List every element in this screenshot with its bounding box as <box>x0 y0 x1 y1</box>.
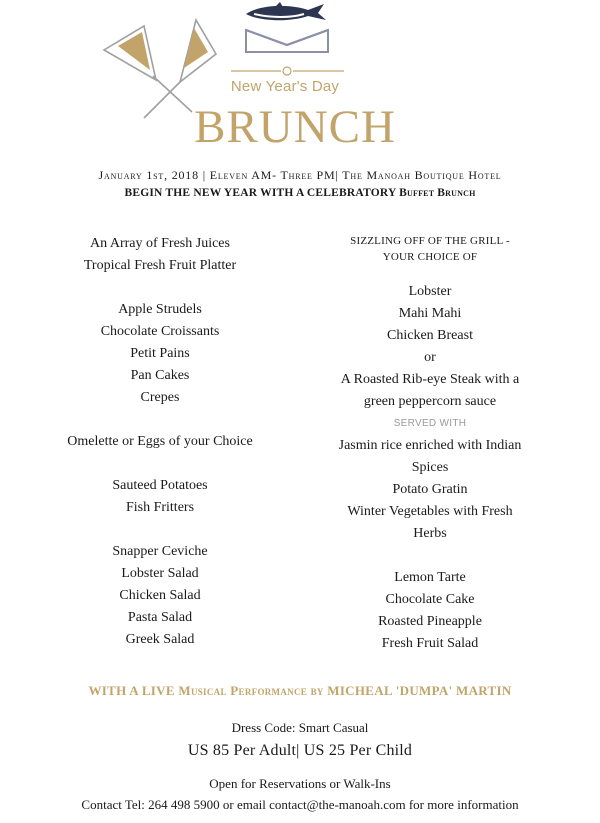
menu-item: Apple Strudels <box>118 302 202 317</box>
menu-spacer <box>30 453 290 475</box>
performance-artist: MICHEAL 'DUMPA' MARTIN <box>323 683 512 698</box>
menu-item: Jasmin rice enriched with Indian <box>338 438 522 453</box>
menu-item: Chicken Breast <box>387 328 473 343</box>
breakfast-menu-column <box>30 233 290 651</box>
menu-item: Greek Salad <box>125 632 195 647</box>
menu-item: Herbs <box>413 526 447 541</box>
event-details: January 1st, 2018 | Eleven AM- Three PM| The Manoah Boutique Hotel <box>98 168 502 182</box>
menu-item: Chocolate Croissants <box>100 324 220 339</box>
menu-spacer <box>30 277 290 299</box>
menu-item: Lobster <box>408 284 452 299</box>
performance-smallcaps: Musical Performance by <box>178 683 324 698</box>
event-title: BRUNCH <box>194 101 396 153</box>
martini-glass-left-icon <box>104 26 192 112</box>
ornament-line <box>231 67 344 75</box>
menu-item: Spices <box>411 460 449 475</box>
contact-info: Contact Tel: 264 498 5900 or email contact@the-manoah.com for more information <box>81 797 519 812</box>
menu-item: Chicken Salad <box>119 588 201 603</box>
event-subtitle: New Year's Day <box>230 78 340 95</box>
menu-item: Crepes <box>140 390 180 405</box>
menu-item: or <box>424 350 436 365</box>
menu-item: Chocolate Cake <box>385 592 475 607</box>
dress-code: Dress Code: Smart Casual <box>231 720 369 735</box>
envelope-icon <box>246 30 328 52</box>
menu-item: Sauteed Potatoes <box>112 478 208 493</box>
menu-item: Roasted Pineapple <box>378 614 482 629</box>
menu-item: Winter Vegetables with Fresh <box>347 504 513 519</box>
tagline-main: BEGIN THE NEW YEAR WITH A CELEBRATORY <box>124 187 400 199</box>
event-tagline <box>0 187 600 199</box>
menu-item: Mahi Mahi <box>398 306 462 321</box>
menu-item: A Roasted Rib-eye Steak with a <box>340 372 520 387</box>
menu-item: Fish Fritters <box>125 500 195 515</box>
tagline-smallcaps: Buffet Brunch <box>399 187 476 199</box>
menu-item: Lemon Tarte <box>394 570 466 585</box>
grill-sides-list <box>300 435 560 545</box>
menu-item: Pasta Salad <box>127 610 193 625</box>
menu-item: Omelette or Eggs of your Choice <box>67 434 253 449</box>
menu-item: green peppercorn sauce <box>363 394 497 409</box>
grill-heading-line2: YOUR CHOICE OF <box>382 251 478 263</box>
menu-item: Pan Cakes <box>130 368 190 383</box>
reservation-info: Open for Reservations or Walk-Ins <box>209 776 391 791</box>
served-with-label: SERVED WITH <box>393 418 467 429</box>
menu-item: Snapper Ceviche <box>112 544 208 559</box>
price-info: US 85 Per Adult| US 25 Per Child <box>187 742 413 759</box>
menu-item: Potato Gratin <box>392 482 468 497</box>
menu-spacer <box>30 409 290 431</box>
menu-spacer <box>30 519 290 541</box>
menu-item: Tropical Fresh Fruit Platter <box>83 258 237 273</box>
fish-icon <box>246 2 326 20</box>
live-performance <box>0 683 600 699</box>
dessert-list <box>300 567 560 655</box>
menu-item: Fresh Fruit Salad <box>381 636 479 651</box>
menu-item: Lobster Salad <box>121 566 199 581</box>
grill-heading-line1: SIZZLING OFF OF THE GRILL - <box>350 235 510 247</box>
grill-items-list <box>300 281 560 413</box>
grill-menu-column <box>300 233 560 655</box>
menu-item: Petit Pains <box>130 346 190 361</box>
menu-item: An Array of Fresh Juices <box>90 236 230 251</box>
performance-main: WITH A LIVE <box>88 683 179 698</box>
